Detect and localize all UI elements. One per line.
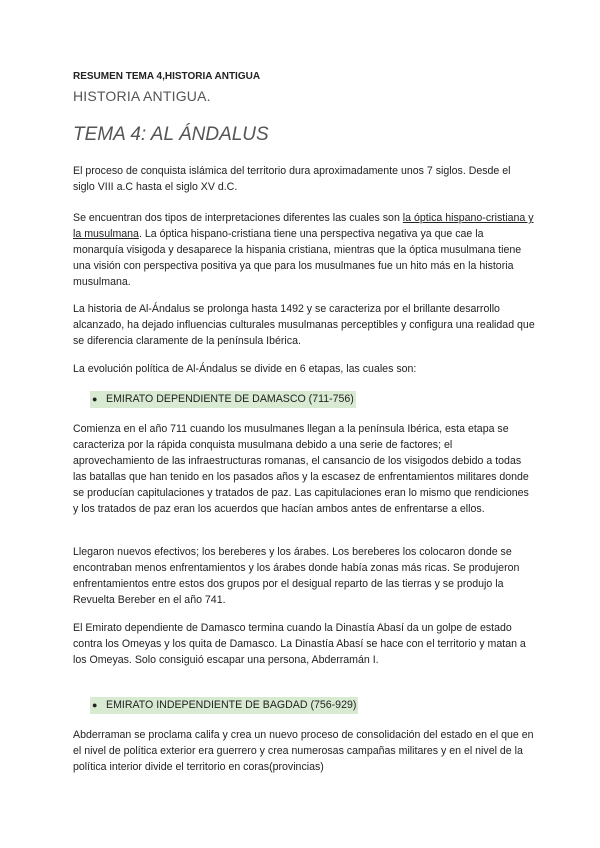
paragraph-fin-emirato: El Emirato dependiente de Damasco termina cuando la Dinastía Abasí da un golpe de estado contra los Omeyas y los quita de Damasco. La Dinastía Abasí se hace con el territorio y matan a los Omeyas. Solo consiguió escapar una persona, Abderramán I. bbox=[73, 622, 526, 666]
page-title: TEMA 4: AL ÁNDALUS bbox=[73, 124, 269, 145]
paragraph-comienza: Comienza en el año 711 cuando los musulmanes llegan a la península Ibérica, esta etapa se caracteriza por la rápida conquista musulmana debido a una serie de factores; el aprovechamiento de las infraestructuras romanas, el cansancio de los visigodos debido a todas las batallas que han tenido en los pasados años y la escasez de enfrentamientos militares donde se producían capitulaciones y tratados de paz. Las capitulaciones eran lo mismo que rendiciones y los tratados de paz eran los acuerdos que hacían ambos antes de enfrentarse a ellos. bbox=[73, 423, 529, 515]
paragraph-efectivos: Llegaron nuevos efectivos; los bereberes y los árabes. Los bereberes los colocaron donde se encontraban menos enfrentamientos y los árabes donde había zonas más ricas. Se produjeron enfrentamientos entre estos dos grupos por el desigual reparto de las tierras y se produjo la Revuelta Bereber en el año 741. bbox=[73, 546, 520, 606]
paragraph-interpretaciones bbox=[73, 210, 535, 290]
highlight-emirato-bagdad bbox=[90, 697, 358, 714]
bullet-emirato-bagdad bbox=[90, 697, 358, 714]
bullet-emirato-damasco bbox=[90, 391, 356, 408]
bullet-marker-icon: ● bbox=[92, 394, 98, 404]
paragraph-interpretaciones-intro: Se encuentran dos tipos de interpretaciones diferentes las cuales son bbox=[73, 212, 403, 224]
paragraph-historia: La historia de Al-Ándalus se prolonga hasta 1492 y se caracteriza por el brillante desarrollo alcanzado, ha dejado influencias culturales musulmanas perceptibles y configura una realidad que se diferencia claramente de la península Ibérica. bbox=[73, 303, 535, 347]
paragraph-abderraman: Abderraman se proclama califa y crea un nuevo proceso de consolidación del estado en el que en el nivel de política exterior era guerrero y crea numerosas campañas militares y en el nivel de la política interior divide el territorio en coras(provincias) bbox=[73, 729, 534, 773]
bullet-emirato-bagdad-text: EMIRATO INDEPENDIENTE DE BAGDAD (756-929) bbox=[106, 699, 357, 711]
document-header-small: RESUMEN TEMA 4,HISTORIA ANTIGUA bbox=[73, 71, 261, 82]
paragraph-interpretaciones-rest: . La óptica hispano-cristiana tiene una perspectiva negativa ya que cae la monarquía visigoda y desaparece la hispania cristiana, mientras que la óptica musulmana tiene una visión con perspectiva positiva ya que para los musulmanes fue un hito más en la historia musulmana. bbox=[73, 228, 522, 288]
highlight-emirato-damasco bbox=[90, 391, 356, 408]
document-header-big: HISTORIA ANTIGUA. bbox=[73, 88, 211, 104]
paragraph-conquista: El proceso de conquista islámica del territorio dura aproximadamente unos 7 siglos. Desde el siglo VIII a.C hasta el siglo XV d.C. bbox=[73, 165, 511, 193]
paragraph-evolucion: La evolución política de Al-Ándalus se divide en 6 etapas, las cuales son: bbox=[73, 363, 417, 375]
underlined-optica-text: la óptica hispano-cristiana y la musulmana bbox=[73, 212, 534, 240]
bullet-marker-icon: ● bbox=[92, 700, 98, 710]
bullet-emirato-damasco-text: EMIRATO DEPENDIENTE DE DAMASCO (711-756) bbox=[106, 393, 354, 405]
